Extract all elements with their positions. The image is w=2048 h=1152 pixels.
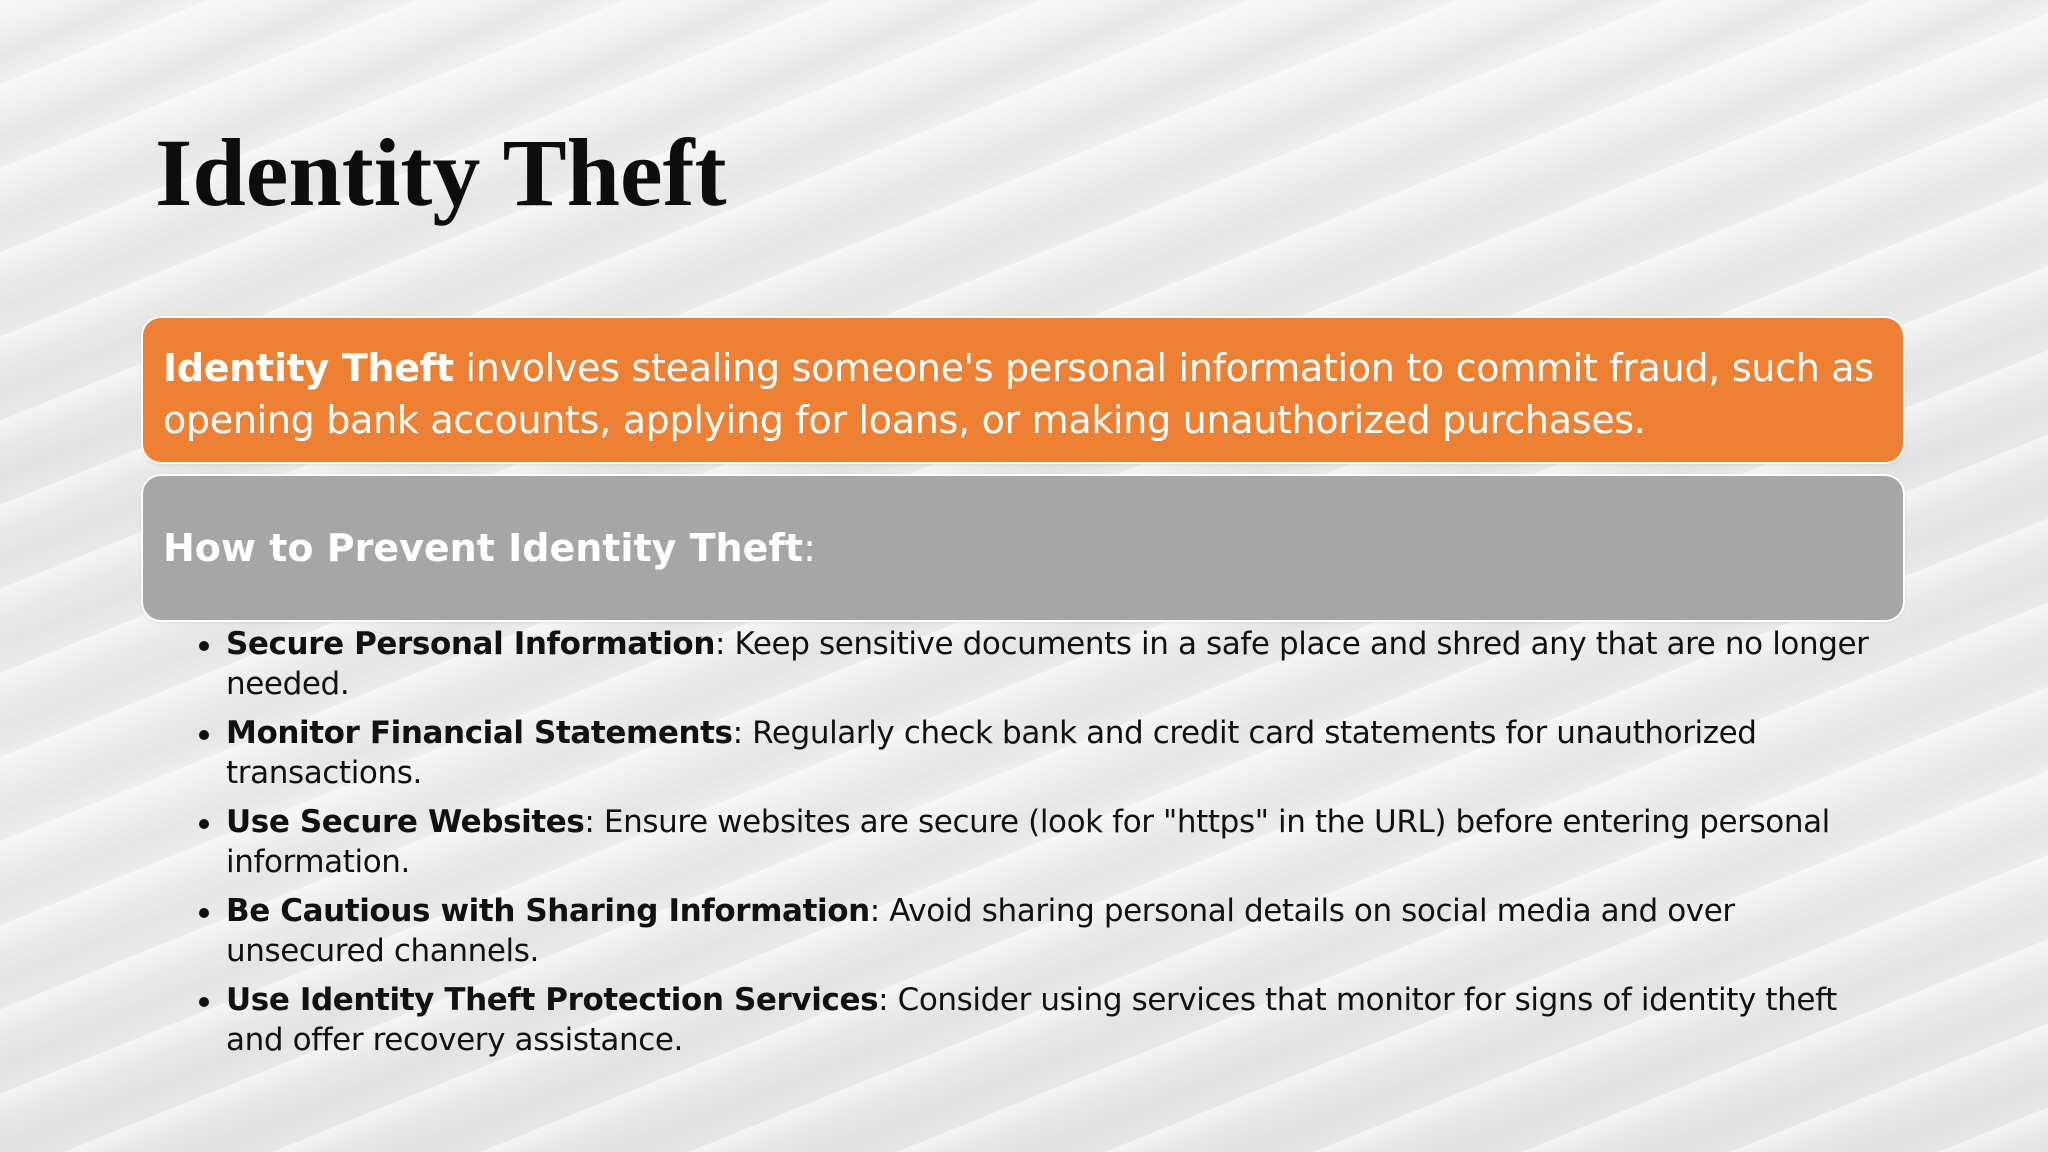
bullet-icon: [199, 819, 209, 829]
bullet-icon: [199, 730, 209, 740]
list-item: [226, 980, 1876, 1060]
slide-title: Identity Theft: [155, 119, 727, 226]
list-item: [226, 713, 1876, 793]
list-item-text: : Ensure websites are secure (look for "https" in the URL) before entering personal information.: [226, 804, 1830, 880]
list-item: [226, 624, 1876, 704]
list-item: [226, 802, 1876, 882]
list-item-term: Monitor Financial Statements: [226, 715, 733, 751]
definition-text: involves stealing someone's personal information to commit fraud, such as opening bank accounts, applying for loans, or making unauthorized purchases.: [163, 346, 1874, 442]
prevention-heading-colon: :: [803, 526, 816, 570]
list-item-text: : Consider using services that monitor for signs of identity theft and offer recovery assistance.: [226, 982, 1837, 1058]
list-item-term: Be Cautious with Sharing Information: [226, 893, 870, 929]
definition-box: [141, 316, 1905, 464]
list-item-term: Use Identity Theft Protection Services: [226, 982, 879, 1018]
bullet-icon: [199, 641, 209, 651]
list-item: [226, 891, 1876, 971]
bullet-icon: [199, 997, 209, 1007]
prevention-list: [226, 624, 1876, 1069]
bullet-icon: [199, 908, 209, 918]
prevention-heading-box: [141, 474, 1905, 622]
list-item-term: Use Secure Websites: [226, 804, 585, 840]
list-item-text: : Avoid sharing personal details on social media and over unsecured channels.: [226, 893, 1735, 969]
prevention-heading: How to Prevent Identity Theft: [163, 526, 804, 570]
definition-term: Identity Theft: [163, 346, 454, 390]
list-item-text: : Regularly check bank and credit card statements for unauthorized transactions.: [226, 715, 1757, 791]
list-item-term: Secure Personal Information: [226, 626, 715, 662]
list-item-text: : Keep sensitive documents in a safe place and shred any that are no longer needed.: [226, 626, 1869, 702]
